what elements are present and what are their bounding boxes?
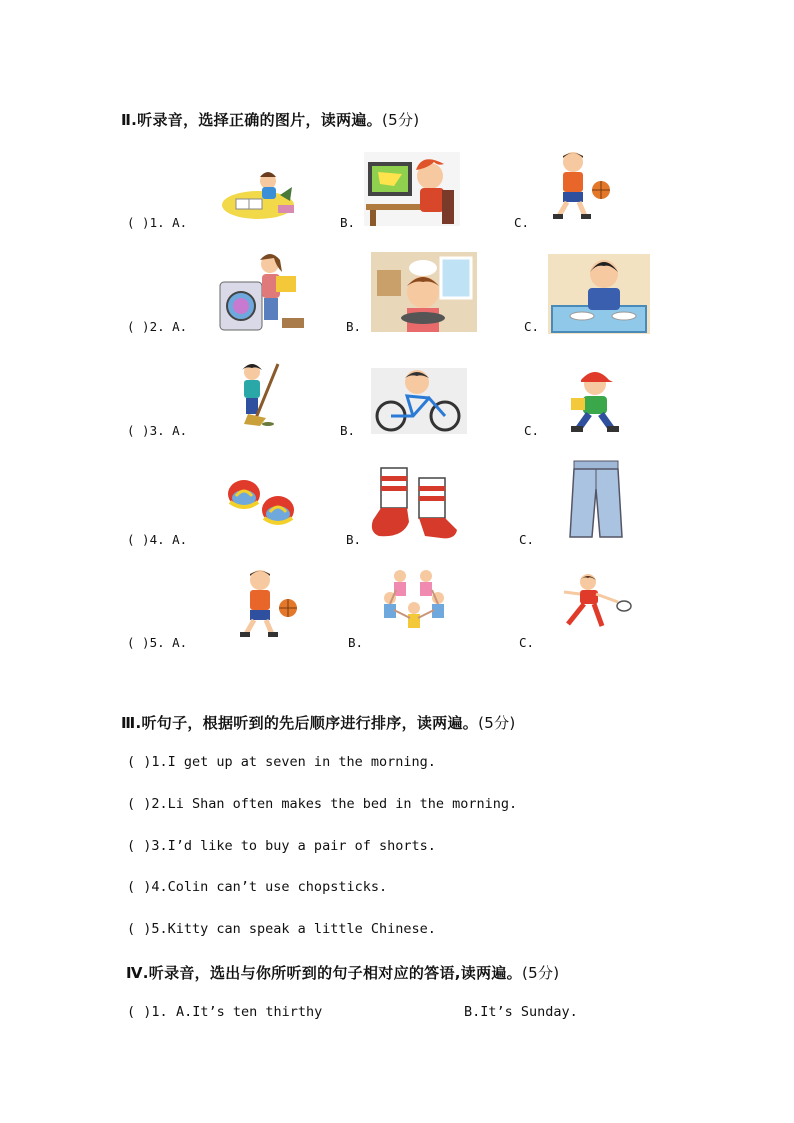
section-3-item-2: ( )2.Li Shan often makes the bed in the morning. [127,796,518,812]
section-3-title: Ⅲ.听句子，根据听到的先后顺序进行排序，读两遍。 [121,714,479,732]
boy-washing-dishes-icon[interactable] [548,254,650,334]
q5-option-c-label: C. [519,635,535,650]
boy-walking-icon[interactable] [567,370,623,434]
shoes-icon[interactable] [224,472,300,532]
section-3-score: (5分) [478,714,516,732]
section-3-item-1: ( )1.I get up at seven in the morning. [127,754,436,770]
section-2-title: Ⅱ.听录音，选择正确的图片，读两遍。 [121,111,382,129]
q3-option-b-label: B. [340,423,356,438]
q5-prefix: ( )5. A. [127,635,188,650]
q4-option-b-label: B. [346,532,362,547]
section-2-heading [121,109,419,130]
boy-basketball-icon[interactable] [541,150,615,224]
socks-icon[interactable] [369,466,461,540]
girl-cooking-icon[interactable] [371,252,477,332]
section-4-item-1-option-b: B.It’s Sunday. [464,1004,578,1020]
boy-cycling-icon[interactable] [371,368,467,434]
section-4-item-1-option-a: A.It’s ten thirthy [176,1004,323,1020]
q2-option-b-label: B. [346,319,362,334]
girl-laundry-icon[interactable] [218,252,306,332]
section-3-item-4: ( )4.Colin can’t use chopsticks. [127,879,388,895]
section-4-item-1-prefix: ( )1. [127,1004,168,1020]
q1-prefix: ( )1. A. [127,215,188,230]
trousers-icon[interactable] [568,459,624,539]
section-4-title: Ⅳ.听录音，选出与你所听到的句子相对应的答语,读两遍。 [126,964,522,982]
section-3-heading [121,712,516,733]
boy-reading-icon[interactable] [218,165,298,225]
q1-option-c-label: C. [514,215,530,230]
q4-option-c-label: C. [519,532,535,547]
q3-option-c-label: C. [524,423,540,438]
q3-prefix: ( )3. A. [127,423,188,438]
q2-option-c-label: C. [524,319,540,334]
boy-badminton-icon[interactable] [558,572,634,630]
q1-option-b-label: B. [340,215,356,230]
section-3-item-3: ( )3.I’d like to buy a pair of shorts. [127,838,436,854]
q2-prefix: ( )2. A. [127,319,188,334]
section-4-score: (5分) [521,964,560,982]
section-2-score: (5分) [381,111,420,129]
q5-option-b-label: B. [348,635,364,650]
children-dancing-icon[interactable] [380,568,452,630]
boy-basketball-icon[interactable] [228,568,302,642]
girl-sweeping-icon[interactable] [228,362,288,428]
section-4-heading [126,962,559,983]
section-3-item-5: ( )5.Kitty can speak a little Chinese. [127,921,436,937]
q4-prefix: ( )4. A. [127,532,188,547]
boy-computer-icon[interactable] [364,152,460,226]
